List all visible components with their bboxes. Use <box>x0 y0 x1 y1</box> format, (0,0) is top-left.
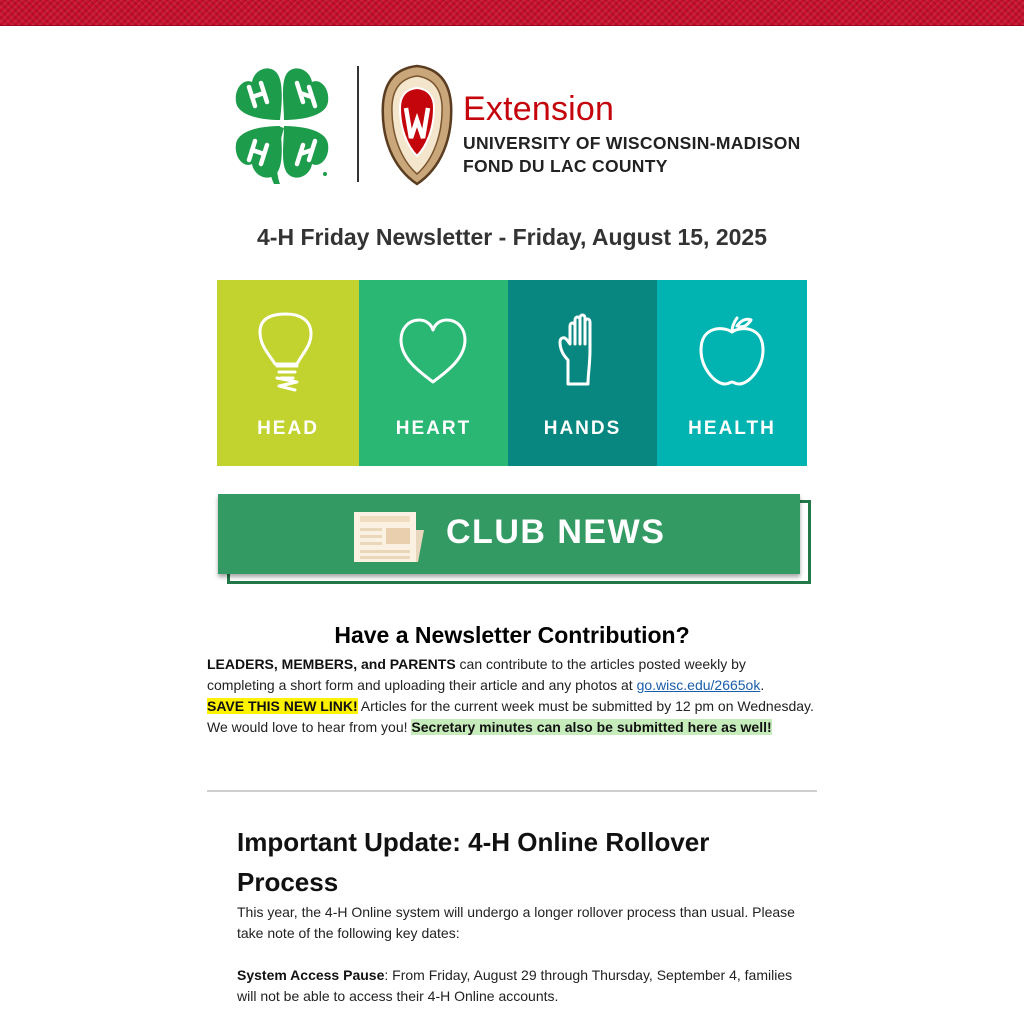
logo-divider <box>357 66 359 182</box>
panel-heart-label: HEART <box>395 418 472 439</box>
panel-head <box>217 280 359 466</box>
newsletter-title: 4-H Friday Newsletter - Friday, August 15, 2025 <box>257 224 767 250</box>
secretary-note-highlight: Secretary minutes can also be submitted here as well! <box>411 719 772 735</box>
section-divider <box>207 790 817 792</box>
contribution-text-2: . <box>760 677 765 693</box>
system-pause-paragraph <box>237 965 797 1007</box>
university-name: UNIVERSITY OF WISCONSIN-MADISON <box>463 133 801 153</box>
four-h-pledge-banner <box>217 280 807 466</box>
club-news-banner <box>218 494 810 582</box>
top-decorative-band <box>0 0 1024 26</box>
update-text <box>237 902 797 1007</box>
system-pause-text: : From Friday, August 29 through Thursday, September 4, families will not be able to access their 4-H Online accounts. <box>237 967 793 1004</box>
audience-label: LEADERS, MEMBERS, and PARENTS <box>207 656 456 672</box>
update-heading: Important Update: 4-H Online Rollover Process <box>237 827 710 897</box>
club-news-title: CLUB NEWS <box>446 513 666 551</box>
save-link-highlight: SAVE THIS NEW LINK! <box>207 698 358 714</box>
contribution-text-3: Articles for the current week must be submitted by 12 pm on Wednesday. We would love to hear from you! <box>207 698 814 735</box>
contribution-text-1: can contribute to the articles posted weekly by completing a short form and uploading their article and any photos at <box>207 656 746 693</box>
header-logo[interactable] <box>222 64 802 186</box>
panel-heart <box>359 280 508 466</box>
panel-hands-label: HANDS <box>543 418 622 439</box>
newspaper-icon <box>352 510 426 564</box>
uw-crest-icon <box>379 64 455 186</box>
county-name: FOND DU LAC COUNTY <box>463 156 668 176</box>
submission-link[interactable]: go.wisc.edu/2665ok <box>636 677 761 693</box>
panel-head-label: HEAD <box>257 418 319 439</box>
panel-health-label: HEALTH <box>688 418 776 439</box>
update-intro: This year, the 4-H Online system will undergo a longer rollover process than usual. Please take note of the following key dates: <box>237 904 795 941</box>
extension-wordmark: Extension <box>463 90 615 128</box>
clover-logo-icon <box>222 64 342 186</box>
panel-hands <box>508 280 657 466</box>
contribution-text <box>207 654 817 738</box>
panel-health <box>657 280 807 466</box>
contribution-heading: Have a Newsletter Contribution? <box>334 622 690 648</box>
system-pause-label: System Access Pause <box>237 967 385 983</box>
